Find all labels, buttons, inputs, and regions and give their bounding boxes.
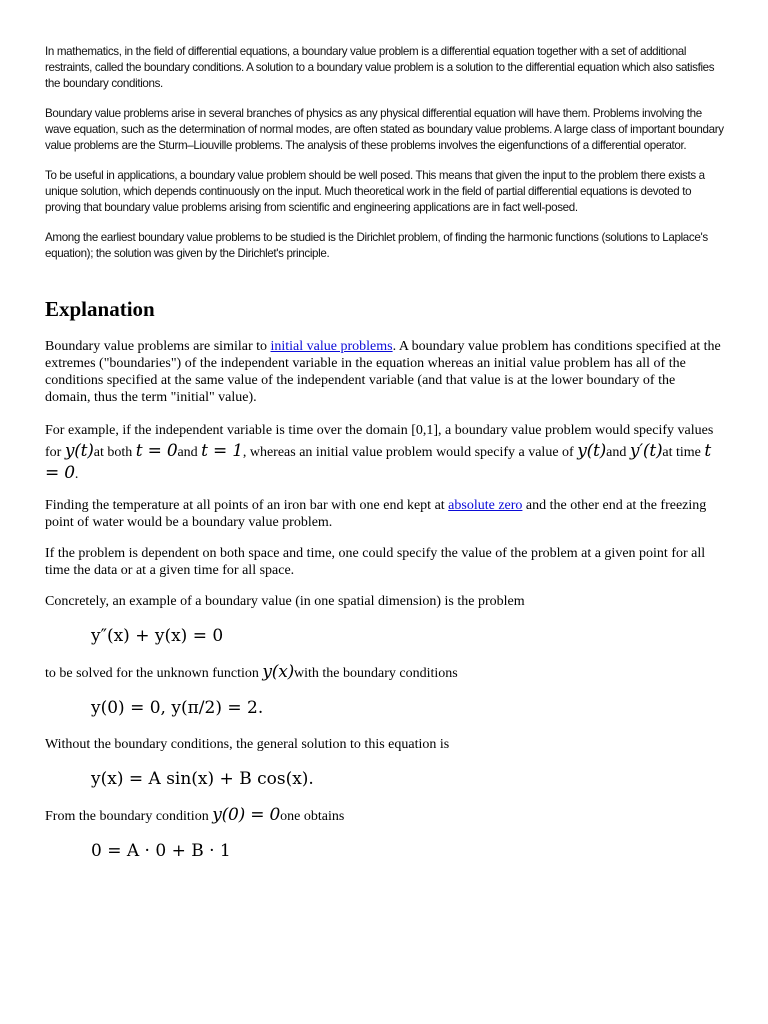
math-inline: t = 0 — [45, 441, 712, 483]
text-span: at both — [93, 445, 136, 460]
text-span: Finding the temperature at all points of an iron bar with one end kept at — [45, 498, 449, 513]
text-span: , whereas an initial value problem would specify a value of — [242, 445, 578, 460]
equation-3: y(x) = A sin(x) + B cos(x). — [91, 769, 314, 789]
text-span: at time — [662, 445, 705, 460]
intro-paragraph-4: Among the earliest boundary value problems to be studied is the Dirichlet problem, of finding the harmonic functions (solutions to Laplace's equation); the solution was given by the Dirichlet's principle. — [45, 231, 708, 260]
text-span: with the boundary conditions — [294, 666, 458, 681]
text-span: Boundary value problems are similar to — [45, 339, 271, 354]
math-inline: t = 1 — [201, 441, 243, 461]
equation-4: 0 = A · 0 + B · 1 — [91, 841, 231, 861]
text-span: and — [177, 445, 202, 460]
link-initial-value-problems[interactable]: initial value problems — [270, 339, 393, 354]
explanation-section — [45, 338, 724, 863]
text-span: and the other end at the freezing point of water would be a boundary value problem. — [45, 498, 707, 530]
explanation-paragraph-4: If the problem is dependent on both space and time, one could specify the value of the problem at a given point for all time the data or at a given time for all space. — [45, 546, 706, 578]
intro-paragraph-2: Boundary value problems arise in several branches of physics as any physical differential equation will have them. Problems involving the wave equation, such as the determination of normal modes, are often stated as boundary value problems. A large class of important boundary value problems are the Sturm–Liouville problems. The analysis of these problems involves the eigenfunctions of a differential operator. — [45, 107, 724, 152]
math-inline: y(t) — [64, 441, 94, 461]
explanation-paragraph-6 — [45, 664, 724, 682]
math-inline: y(t) — [577, 441, 607, 461]
explanation-paragraph-2 — [45, 420, 724, 485]
explanation-paragraph-3 — [45, 497, 724, 531]
text-span: . A boundary value problem has conditions specified at the extremes ("boundaries") of the independent variable in the equation whereas an initial value problem has all of the conditions specified at the same value of the independent variable (and that value is at the lower boundary of the domain, thus the term "initial" value). — [45, 339, 721, 405]
math-inline: y(0) = 0 — [212, 805, 281, 825]
math-inline: y′(t) — [629, 441, 663, 461]
text-span: . — [74, 467, 79, 482]
math-inline: t = 0 — [135, 441, 178, 461]
link-absolute-zero[interactable]: absolute zero — [448, 498, 523, 513]
explanation-paragraph-8 — [45, 807, 724, 825]
text-span: From the boundary condition — [45, 809, 213, 824]
text-span: to be solved for the unknown function — [45, 666, 263, 681]
explanation-paragraph-5: Concretely, an example of a boundary value (in one spatial dimension) is the problem — [45, 594, 525, 609]
text-span: and — [606, 445, 627, 460]
intro-paragraph-3: To be useful in applications, a boundary value problem should be well posed. This means that given the input to the problem there exists a unique solution, which depends continuously on the input. Much theoretical work in the field of partial differential equations is devoted to proving that boundary value problems arising from scientific and engineering applications are in fact well-posed. — [45, 169, 705, 214]
explanation-paragraph-1 — [45, 338, 724, 406]
math-inline: y(x) — [262, 662, 295, 682]
intro-paragraph-1: In mathematics, in the field of differential equations, a boundary value problem is a differential equation together with a set of additional restraints, called the boundary conditions. A solution to a boundary value problem is a solution to the differential equation which also satisfies the boundary conditions. — [45, 45, 715, 90]
section-heading-explanation: Explanation — [45, 297, 155, 321]
explanation-paragraph-7: Without the boundary conditions, the general solution to this equation is — [45, 737, 450, 752]
text-span: For example, if the independent variable is time over the domain [0,1], a boundary value problem would specify values for — [45, 423, 714, 460]
text-span: one obtains — [280, 809, 345, 824]
equation-2: y(0) = 0, y(π/2) = 2. — [91, 698, 264, 718]
equation-1: y″(x) + y(x) = 0 — [91, 626, 224, 646]
intro-section — [45, 44, 724, 262]
